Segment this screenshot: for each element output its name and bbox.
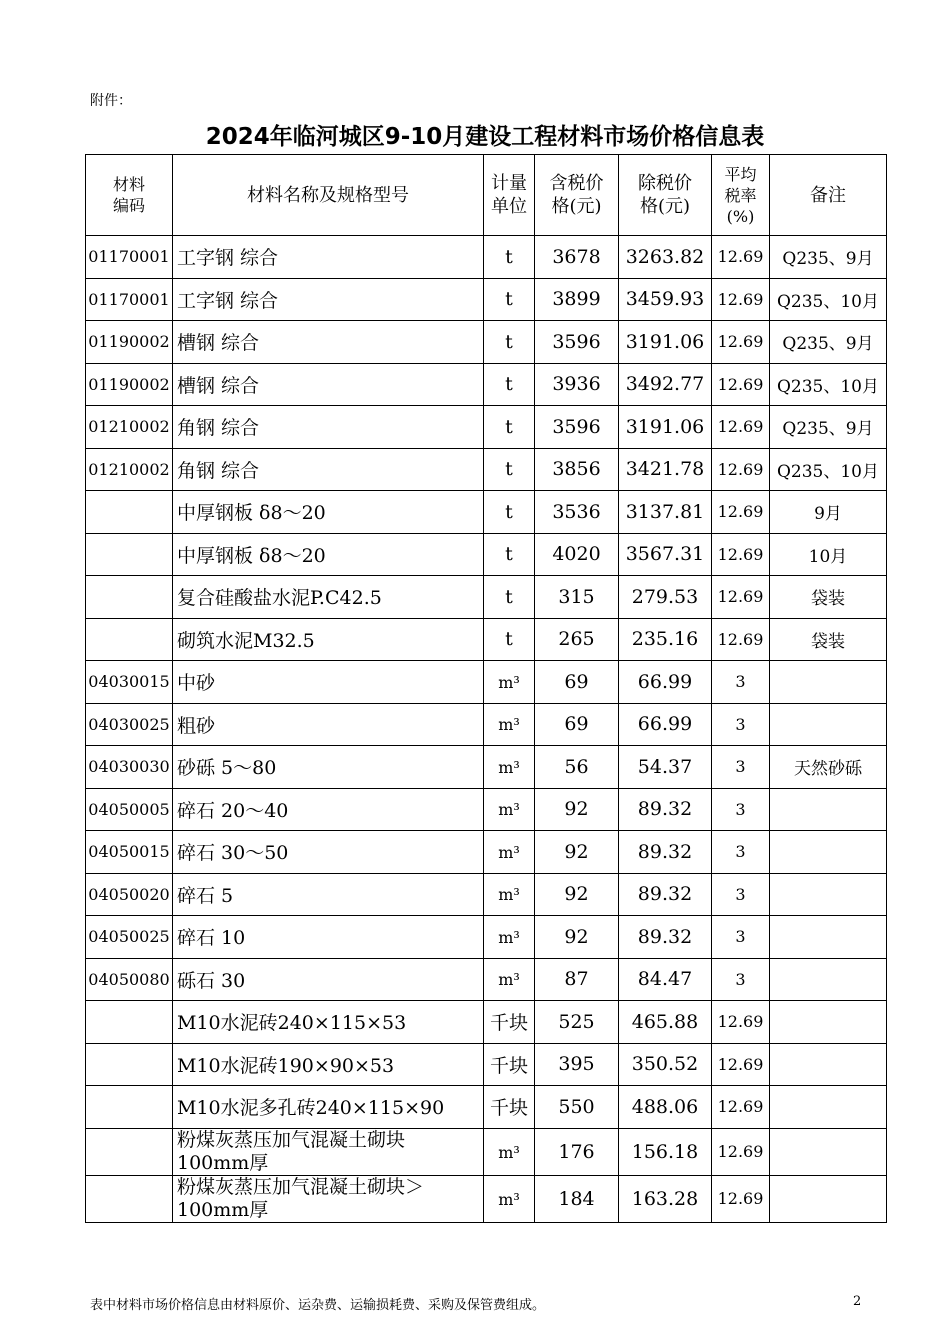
table-row — [86, 576, 887, 619]
header-code: 材料 编码 — [86, 155, 173, 236]
cell-price-notax: 3492.77 — [619, 363, 712, 406]
table-row — [86, 788, 887, 831]
cell-code — [86, 1086, 173, 1129]
cell-note — [770, 831, 887, 874]
cell-unit: t — [484, 448, 535, 491]
cell-price-notax: 3191.06 — [619, 321, 712, 364]
cell-price-notax: 3263.82 — [619, 236, 712, 279]
cell-note: Q235、10月 — [770, 363, 887, 406]
cell-note — [770, 1086, 887, 1129]
cell-tax-rate: 12.69 — [712, 618, 770, 661]
cell-price-tax: 265 — [535, 618, 619, 661]
cell-note — [770, 1175, 887, 1222]
cell-unit: 千块 — [484, 1001, 535, 1044]
table-row — [86, 1086, 887, 1129]
cell-code: 01190002 — [86, 321, 173, 364]
cell-note: Q235、9月 — [770, 236, 887, 279]
cell-note — [770, 661, 887, 704]
cell-unit: m³ — [484, 873, 535, 916]
table-row — [86, 1043, 887, 1086]
cell-name: M10水泥砖240×115×53 — [173, 1001, 484, 1044]
cell-note: 袋装 — [770, 576, 887, 619]
cell-price-tax: 69 — [535, 661, 619, 704]
cell-tax-rate: 3 — [712, 916, 770, 959]
cell-note — [770, 1128, 887, 1175]
cell-name: 中砂 — [173, 661, 484, 704]
cell-price-tax: 550 — [535, 1086, 619, 1129]
cell-name: 中厚钢板 δ8～20 — [173, 491, 484, 534]
table-row — [86, 278, 887, 321]
cell-price-notax: 279.53 — [619, 576, 712, 619]
cell-price-tax: 3899 — [535, 278, 619, 321]
cell-price-notax: 3459.93 — [619, 278, 712, 321]
cell-unit: m³ — [484, 1128, 535, 1175]
cell-price-tax: 525 — [535, 1001, 619, 1044]
table-row — [86, 958, 887, 1001]
cell-note: Q235、10月 — [770, 278, 887, 321]
cell-note — [770, 916, 887, 959]
cell-code: 04050005 — [86, 788, 173, 831]
cell-price-notax: 89.32 — [619, 831, 712, 874]
cell-name: 碎石 30～50 — [173, 831, 484, 874]
cell-price-notax: 3191.06 — [619, 406, 712, 449]
header-price-tax: 含税价 格(元) — [535, 155, 619, 236]
cell-name: 砌筑水泥M32.5 — [173, 618, 484, 661]
table-row — [86, 661, 887, 704]
cell-tax-rate: 3 — [712, 746, 770, 789]
cell-name: M10水泥砖190×90×53 — [173, 1043, 484, 1086]
cell-unit: t — [484, 576, 535, 619]
cell-note — [770, 703, 887, 746]
cell-name: 碎石 5 — [173, 873, 484, 916]
cell-note — [770, 788, 887, 831]
cell-code — [86, 533, 173, 576]
table-row — [86, 1175, 887, 1222]
cell-price-tax: 3936 — [535, 363, 619, 406]
table-row — [86, 831, 887, 874]
cell-unit: 千块 — [484, 1086, 535, 1129]
cell-code: 01170001 — [86, 278, 173, 321]
cell-tax-rate: 12.69 — [712, 1086, 770, 1129]
cell-price-notax: 465.88 — [619, 1001, 712, 1044]
table-row — [86, 873, 887, 916]
cell-price-notax: 163.28 — [619, 1175, 712, 1222]
cell-price-tax: 92 — [535, 788, 619, 831]
cell-note — [770, 1001, 887, 1044]
cell-name: 槽钢 综合 — [173, 363, 484, 406]
cell-name: 砾石 30 — [173, 958, 484, 1001]
cell-name: 碎石 10 — [173, 916, 484, 959]
cell-code — [86, 1128, 173, 1175]
page-number: 2 — [853, 1294, 862, 1309]
cell-price-notax: 3421.78 — [619, 448, 712, 491]
cell-unit: 千块 — [484, 1043, 535, 1086]
cell-price-notax: 66.99 — [619, 703, 712, 746]
cell-tax-rate: 3 — [712, 873, 770, 916]
cell-price-tax: 3536 — [535, 491, 619, 534]
cell-unit: t — [484, 406, 535, 449]
cell-note: 天然砂砾 — [770, 746, 887, 789]
cell-name: 粉煤灰蒸压加气混凝土砌块 100mm厚 — [173, 1128, 484, 1175]
table-row — [86, 618, 887, 661]
cell-unit: m³ — [484, 703, 535, 746]
cell-unit: m³ — [484, 916, 535, 959]
cell-code: 04030015 — [86, 661, 173, 704]
cell-name: 粗砂 — [173, 703, 484, 746]
cell-name: 砂砾 5～80 — [173, 746, 484, 789]
cell-note: 10月 — [770, 533, 887, 576]
table-row — [86, 363, 887, 406]
cell-name: 碎石 20～40 — [173, 788, 484, 831]
table-row — [86, 1128, 887, 1175]
table-row — [86, 1001, 887, 1044]
cell-price-tax: 4020 — [535, 533, 619, 576]
cell-note: 袋装 — [770, 618, 887, 661]
cell-tax-rate: 12.69 — [712, 1001, 770, 1044]
cell-tax-rate: 12.69 — [712, 1043, 770, 1086]
table-row — [86, 491, 887, 534]
cell-price-notax: 350.52 — [619, 1043, 712, 1086]
table-header-row — [86, 155, 887, 236]
cell-unit: m³ — [484, 1175, 535, 1222]
table-row — [86, 448, 887, 491]
cell-code: 01210002 — [86, 448, 173, 491]
cell-code — [86, 491, 173, 534]
cell-price-notax: 89.32 — [619, 873, 712, 916]
cell-name: 角钢 综合 — [173, 448, 484, 491]
cell-note: Q235、10月 — [770, 448, 887, 491]
cell-price-tax: 56 — [535, 746, 619, 789]
cell-unit: t — [484, 278, 535, 321]
cell-price-notax: 66.99 — [619, 661, 712, 704]
header-name: 材料名称及规格型号 — [173, 155, 484, 236]
cell-code: 04030030 — [86, 746, 173, 789]
cell-code — [86, 1001, 173, 1044]
cell-tax-rate: 12.69 — [712, 363, 770, 406]
cell-unit: t — [484, 321, 535, 364]
table-row — [86, 746, 887, 789]
cell-name: 槽钢 综合 — [173, 321, 484, 364]
cell-price-notax: 54.37 — [619, 746, 712, 789]
cell-code — [86, 576, 173, 619]
cell-price-tax: 184 — [535, 1175, 619, 1222]
cell-code — [86, 618, 173, 661]
cell-name: 工字钢 综合 — [173, 278, 484, 321]
cell-tax-rate: 3 — [712, 703, 770, 746]
cell-price-notax: 235.16 — [619, 618, 712, 661]
cell-unit: t — [484, 363, 535, 406]
cell-tax-rate: 12.69 — [712, 1175, 770, 1222]
footer-note: 表中材料市场价格信息由材料原价、运杂费、运输损耗费、采购及保管费组成。 — [90, 1298, 546, 1313]
cell-price-notax: 89.32 — [619, 788, 712, 831]
cell-price-tax: 92 — [535, 873, 619, 916]
cell-name: 中厚钢板 δ8～20 — [173, 533, 484, 576]
cell-code: 04030025 — [86, 703, 173, 746]
cell-tax-rate: 3 — [712, 661, 770, 704]
cell-price-tax: 92 — [535, 916, 619, 959]
cell-code — [86, 1043, 173, 1086]
cell-name: 复合硅酸盐水泥P.C42.5 — [173, 576, 484, 619]
cell-price-tax: 3678 — [535, 236, 619, 279]
cell-tax-rate: 3 — [712, 831, 770, 874]
price-table — [85, 154, 887, 1223]
cell-tax-rate: 12.69 — [712, 1128, 770, 1175]
cell-tax-rate: 12.69 — [712, 491, 770, 534]
cell-code: 04050020 — [86, 873, 173, 916]
cell-price-tax: 315 — [535, 576, 619, 619]
header-price-notax: 除税价 格(元) — [619, 155, 712, 236]
cell-tax-rate: 12.69 — [712, 236, 770, 279]
page-title: 2024年临河城区9-10月建设工程材料市场价格信息表 — [205, 124, 765, 150]
cell-name: 角钢 综合 — [173, 406, 484, 449]
cell-note: Q235、9月 — [770, 321, 887, 364]
cell-price-tax: 3856 — [535, 448, 619, 491]
cell-code: 04050025 — [86, 916, 173, 959]
cell-price-notax: 488.06 — [619, 1086, 712, 1129]
cell-code: 01190002 — [86, 363, 173, 406]
cell-tax-rate: 12.69 — [712, 576, 770, 619]
cell-note: 9月 — [770, 491, 887, 534]
cell-price-notax: 3567.31 — [619, 533, 712, 576]
table-row — [86, 236, 887, 279]
cell-tax-rate: 12.69 — [712, 448, 770, 491]
cell-unit: t — [484, 533, 535, 576]
table-body — [86, 236, 887, 1223]
cell-tax-rate: 12.69 — [712, 406, 770, 449]
header-note: 备注 — [770, 155, 887, 236]
cell-unit: m³ — [484, 831, 535, 874]
cell-unit: m³ — [484, 746, 535, 789]
cell-price-notax: 156.18 — [619, 1128, 712, 1175]
cell-code: 01210002 — [86, 406, 173, 449]
table-row — [86, 321, 887, 364]
cell-code: 04050080 — [86, 958, 173, 1001]
cell-code — [86, 1175, 173, 1222]
cell-price-notax: 3137.81 — [619, 491, 712, 534]
cell-code: 01170001 — [86, 236, 173, 279]
cell-unit: m³ — [484, 958, 535, 1001]
cell-note — [770, 873, 887, 916]
cell-note — [770, 1043, 887, 1086]
cell-price-tax: 69 — [535, 703, 619, 746]
attachment-label: 附件： — [90, 93, 132, 109]
cell-name: 工字钢 综合 — [173, 236, 484, 279]
cell-price-tax: 3596 — [535, 321, 619, 364]
header-unit: 计量 单位 — [484, 155, 535, 236]
cell-tax-rate: 3 — [712, 958, 770, 1001]
table-row — [86, 703, 887, 746]
cell-price-notax: 84.47 — [619, 958, 712, 1001]
cell-name: M10水泥多孔砖240×115×90 — [173, 1086, 484, 1129]
table-row — [86, 533, 887, 576]
cell-unit: t — [484, 236, 535, 279]
cell-tax-rate: 12.69 — [712, 533, 770, 576]
cell-unit: t — [484, 491, 535, 534]
cell-price-tax: 3596 — [535, 406, 619, 449]
cell-tax-rate: 3 — [712, 788, 770, 831]
cell-price-tax: 87 — [535, 958, 619, 1001]
cell-unit: m³ — [484, 788, 535, 831]
table-row — [86, 916, 887, 959]
table-row — [86, 406, 887, 449]
cell-unit: m³ — [484, 661, 535, 704]
cell-price-tax: 176 — [535, 1128, 619, 1175]
cell-price-tax: 92 — [535, 831, 619, 874]
cell-name: 粉煤灰蒸压加气混凝土砌块＞ 100mm厚 — [173, 1175, 484, 1222]
cell-price-notax: 89.32 — [619, 916, 712, 959]
cell-code: 04050015 — [86, 831, 173, 874]
cell-note: Q235、9月 — [770, 406, 887, 449]
cell-unit: t — [484, 618, 535, 661]
cell-price-tax: 395 — [535, 1043, 619, 1086]
header-tax-rate: 平均 税率 (%) — [712, 155, 770, 236]
cell-note — [770, 958, 887, 1001]
cell-tax-rate: 12.69 — [712, 278, 770, 321]
cell-tax-rate: 12.69 — [712, 321, 770, 364]
